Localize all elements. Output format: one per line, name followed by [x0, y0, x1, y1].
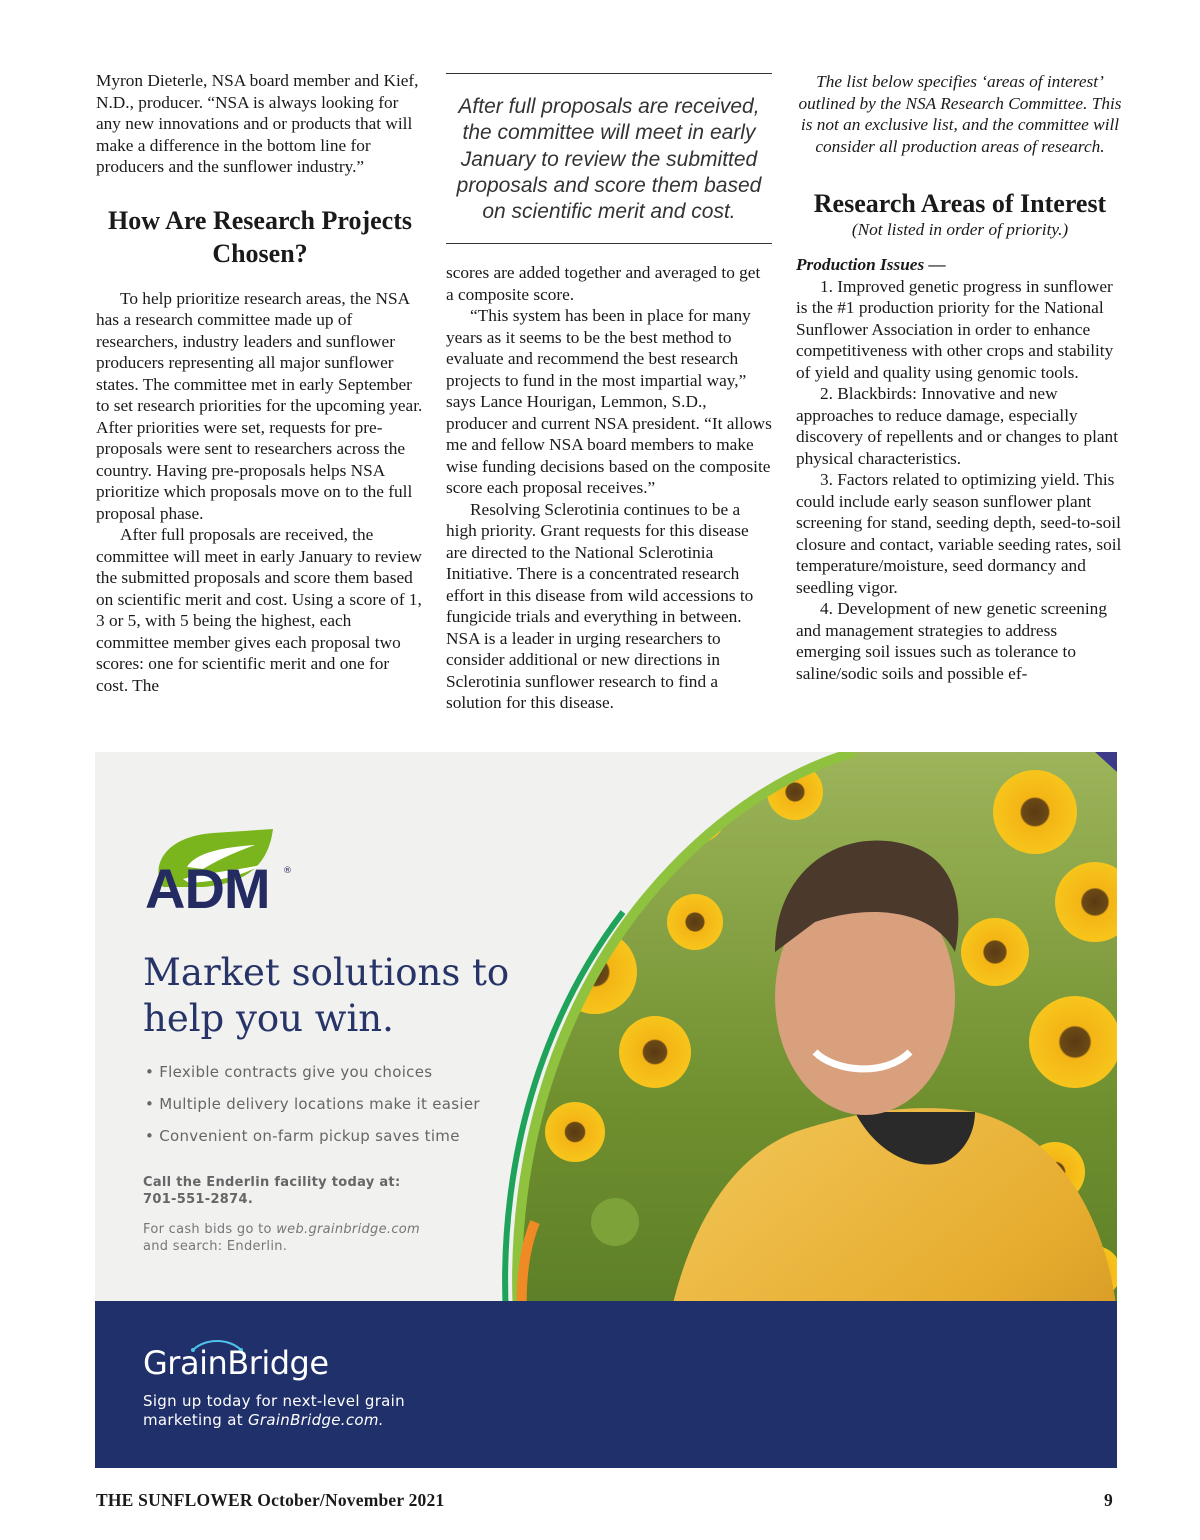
page-number: 9	[1104, 1490, 1113, 1510]
pull-quote: After full proposals are received, the committee will meet in early January to review the submitted proposals and score them based on scientific merit and cost.	[446, 73, 772, 244]
adm-brand: ADM	[145, 857, 270, 920]
cash-line	[143, 1221, 420, 1238]
list-item: 3. Factors related to optimizing yield. This could include early season sunflower plant screening for stand, seeding depth, seed-to-soil closure and contact, variable seeding rates, soil temperature/moisture, seed dormancy and seedling vigor.	[796, 470, 1122, 597]
grainbridge-signup	[143, 1392, 405, 1430]
list-item: 2. Blackbirds: Innovative and new approaches to reduce damage, especially discovery of repellents and or changes to plant physical characteristics.	[796, 384, 1118, 468]
signup-line: Sign up today for next-level grain	[143, 1392, 405, 1410]
column-2	[446, 70, 772, 714]
cash-bids-link[interactable]: web.grainbridge.com	[276, 1222, 420, 1237]
intro-note: The list below specifies ‘areas of interest’ outlined by the NSA Research Committee. This is not an exclusive list, and the committee will consider all production areas of research.	[798, 72, 1122, 156]
ad-bullet-list	[145, 1056, 480, 1152]
section-subheading: (Not listed in order of priority.)	[851, 220, 1069, 239]
list-item: 4. Development of new genetic screening and management strategies to address emerging soil issues such as tolerance to saline/sodic soils and possible ef-	[796, 599, 1107, 683]
ad-bullet: • Multiple delivery locations make it easier	[145, 1095, 480, 1113]
ad-bullet: • Flexible contracts give you choices	[145, 1063, 433, 1081]
footer-publication: THE SUNFLOWER October/November 2021	[96, 1490, 445, 1510]
column-3	[796, 70, 1124, 684]
registered-mark: ®	[283, 866, 292, 876]
adm-advertisement	[95, 752, 1117, 1468]
section-heading: Research Areas of Interest	[813, 189, 1107, 218]
paragraph: Resolving Sclerotinia continues to be a high priority. Grant requests for this disease are directed to the National Sclerotinia Initiative. There is a concentrated research effort in this disease from wild accessions to fungicide trials and everything in between. NSA is a leader in urging researchers to consider additional or new directions in Sclerotinia sunflower research to find a solution for this disease.	[446, 499, 754, 713]
paragraph: “This system has been in place for many years as it seems to be the best method to evaluate and recommend the best research projects to fund in the most impartial way,” says Lance Hourigan, Lemmon, S.D., producer and current NSA president. “It allows me and fellow NSA board members to make wise funding decisions based on the composite score each proposal receives.”	[446, 306, 772, 498]
grainbridge-link[interactable]: GrainBridge.com.	[247, 1411, 384, 1429]
signup-prefix: marketing at	[143, 1411, 248, 1429]
section-heading: How Are Research Projects Chosen?	[108, 205, 412, 268]
column-1	[96, 70, 424, 696]
list-item: 1. Improved genetic progress in sunflower is the #1 production priority for the National Sunflower Association in order to enhance competitiveness with other crops and stability of yield and quality using genomic tools.	[796, 276, 1114, 382]
list-label: Production Issues —	[796, 255, 946, 274]
ad-bullet: • Convenient on-farm pickup saves time	[145, 1127, 460, 1145]
signup-line	[143, 1411, 405, 1430]
cash-bids-note	[143, 1221, 420, 1255]
paragraph: After full proposals are received, the committee will meet in early January to review the submitted proposals and score them based on scientific merit and cost. Using a score of 1, 3 or 5, with 5 being the highest, each committee member gives each proposal two scores: one for scientific merit and one for cost. The	[96, 525, 422, 695]
ad-headline: Market solutions to help you win.	[143, 951, 510, 1040]
cash-prefix: For cash bids go to	[143, 1222, 277, 1237]
call-line: Call the Enderlin facility today at:	[143, 1175, 401, 1190]
grainbridge-brand: GrainBridge	[143, 1344, 329, 1382]
call-to-action	[143, 1174, 400, 1208]
phone-number: 701-551-2874.	[143, 1192, 254, 1207]
ad-copy-panel	[95, 752, 535, 1468]
paragraph: To help prioritize research areas, the NSA has a research committee made up of researchers, industry leaders and sunflower producers representing all major sunflower states. The committee met in early September to set research priorities for the upcoming year. After priorities were set, requests for pre-proposals were sent to researchers across the country. Having pre-proposals helps NSA prioritize which proposals move on to the full proposal phase.	[96, 288, 423, 523]
paragraph: Myron Dieterle, NSA board member and Kief, N.D., producer. “NSA is always looking for any new innovations and or products that will make a difference in the bottom line for producers and the sunflower industry.”	[96, 71, 419, 176]
paragraph: scores are added together and averaged to get a composite score.	[446, 263, 761, 304]
cash-line: and search: Enderlin.	[143, 1239, 288, 1254]
